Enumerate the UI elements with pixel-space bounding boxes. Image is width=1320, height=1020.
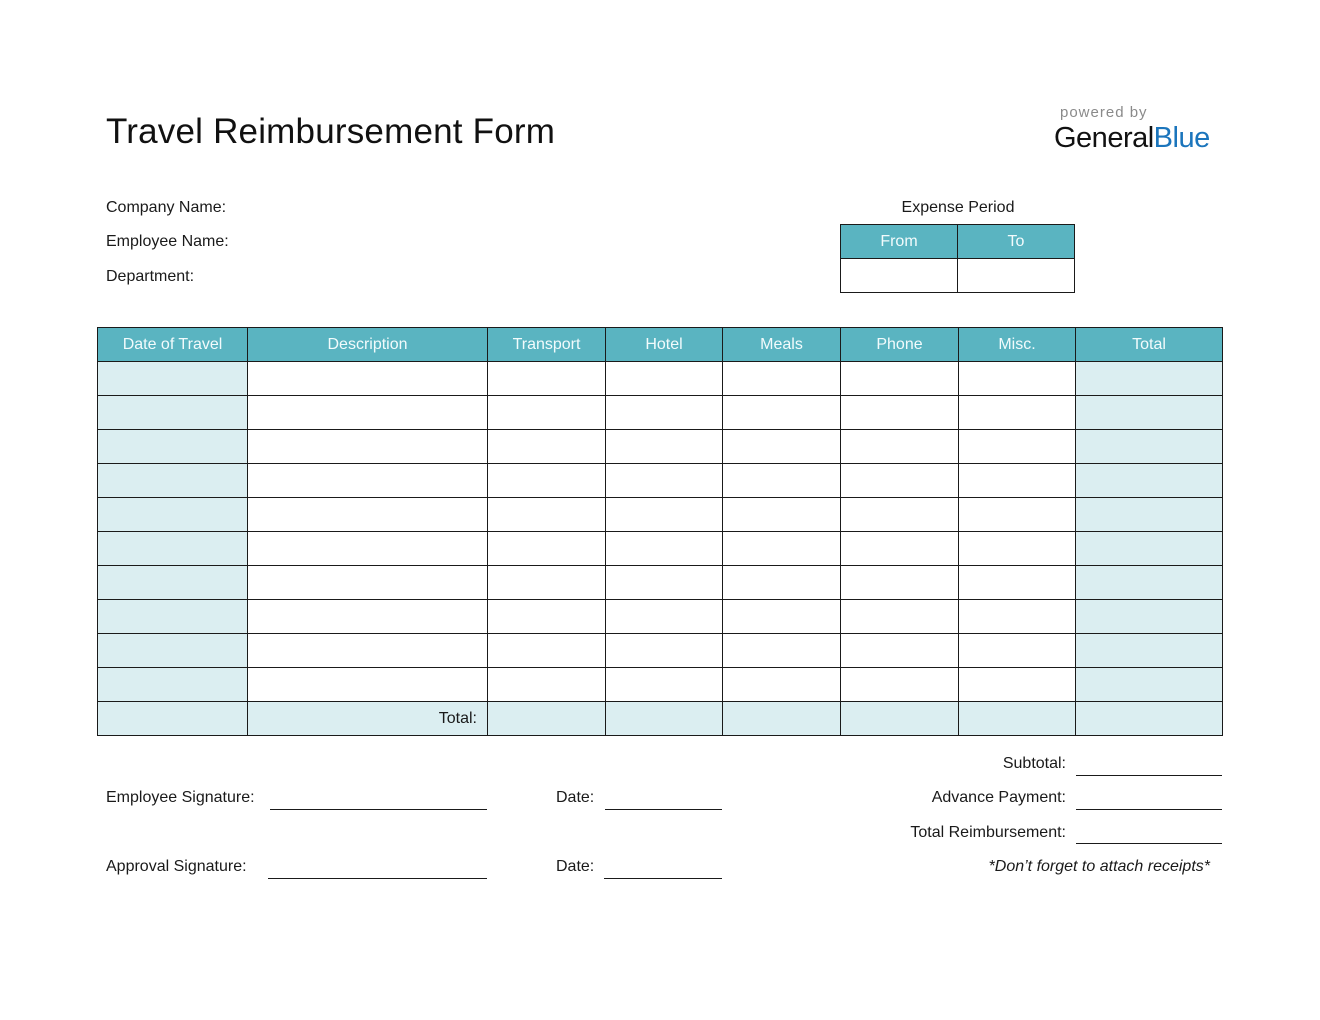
advance-payment-label: Advance Payment: [931, 789, 1066, 806]
table-header-row [98, 328, 1223, 362]
col-phone: Phone [841, 328, 959, 362]
misc-cell[interactable] [959, 396, 1076, 430]
description-cell[interactable] [248, 634, 488, 668]
meals-cell[interactable] [723, 668, 841, 702]
meals-cell[interactable] [723, 600, 841, 634]
col-total: Total [1076, 328, 1223, 362]
table-row [98, 498, 1223, 532]
date-cell[interactable] [98, 430, 248, 464]
total-cell[interactable] [1076, 464, 1223, 498]
transport-cell[interactable] [488, 532, 606, 566]
phone-cell[interactable] [841, 464, 959, 498]
description-cell[interactable] [248, 362, 488, 396]
date-cell[interactable] [98, 498, 248, 532]
hotel-cell[interactable] [606, 566, 723, 600]
transport-cell[interactable] [488, 600, 606, 634]
from-header: From [841, 225, 958, 259]
date-label-2: Date: [556, 858, 595, 875]
total-reimbursement-label: Total Reimbursement: [910, 824, 1066, 841]
approval-signature-line[interactable] [268, 877, 487, 879]
employee-name-label: Employee Name: [106, 233, 229, 250]
meals-cell[interactable] [723, 464, 841, 498]
date-line-1[interactable] [605, 808, 722, 810]
transport-cell[interactable] [488, 668, 606, 702]
meals-cell[interactable] [723, 396, 841, 430]
subtotal-label: Subtotal: [1002, 755, 1066, 772]
date-cell[interactable] [98, 396, 248, 430]
col-transport: Transport [488, 328, 606, 362]
date-cell[interactable] [98, 668, 248, 702]
transport-cell[interactable] [488, 464, 606, 498]
expense-period-table [840, 224, 1075, 293]
total-hotel[interactable] [606, 702, 723, 736]
phone-cell[interactable] [841, 600, 959, 634]
date-cell[interactable] [98, 634, 248, 668]
hotel-cell[interactable] [606, 600, 723, 634]
date-cell[interactable] [98, 600, 248, 634]
totals-empty-cell [98, 702, 248, 736]
total-meals[interactable] [723, 702, 841, 736]
description-cell[interactable] [248, 396, 488, 430]
powered-by-text: powered by [1060, 104, 1148, 121]
col-misc: Misc. [959, 328, 1076, 362]
transport-cell[interactable] [488, 566, 606, 600]
col-meals: Meals [723, 328, 841, 362]
misc-cell[interactable] [959, 668, 1076, 702]
misc-cell[interactable] [959, 464, 1076, 498]
brand-general: General [1054, 122, 1154, 154]
transport-cell[interactable] [488, 362, 606, 396]
misc-cell[interactable] [959, 634, 1076, 668]
total-cell[interactable] [1076, 634, 1223, 668]
description-cell[interactable] [248, 498, 488, 532]
form-title: Travel Reimbursement Form [106, 112, 556, 151]
hotel-cell[interactable] [606, 634, 723, 668]
phone-cell[interactable] [841, 566, 959, 600]
col-hotel: Hotel [606, 328, 723, 362]
hotel-cell[interactable] [606, 532, 723, 566]
from-date-cell[interactable] [841, 259, 958, 293]
employee-signature-label: Employee Signature: [106, 789, 255, 806]
total-cell[interactable] [1076, 668, 1223, 702]
misc-cell[interactable] [959, 600, 1076, 634]
advance-payment-line[interactable] [1076, 808, 1222, 810]
meals-cell[interactable] [723, 532, 841, 566]
date-label-1: Date: [556, 789, 595, 806]
table-row [98, 396, 1223, 430]
phone-cell[interactable] [841, 634, 959, 668]
expense-period-title: Expense Period [901, 199, 1015, 216]
total-cell[interactable] [1076, 600, 1223, 634]
transport-cell[interactable] [488, 396, 606, 430]
date-cell[interactable] [98, 362, 248, 396]
phone-cell[interactable] [841, 532, 959, 566]
meals-cell[interactable] [723, 362, 841, 396]
table-row [98, 668, 1223, 702]
misc-cell[interactable] [959, 566, 1076, 600]
misc-cell[interactable] [959, 362, 1076, 396]
table-row [98, 634, 1223, 668]
date-cell[interactable] [98, 532, 248, 566]
total-cell[interactable] [1076, 532, 1223, 566]
table-row [98, 430, 1223, 464]
hotel-cell[interactable] [606, 498, 723, 532]
description-cell[interactable] [248, 600, 488, 634]
description-cell[interactable] [248, 532, 488, 566]
hotel-cell[interactable] [606, 668, 723, 702]
expense-table [97, 327, 1223, 736]
date-cell[interactable] [98, 566, 248, 600]
subtotal-line[interactable] [1076, 774, 1222, 776]
description-cell[interactable] [248, 464, 488, 498]
to-header: To [958, 225, 1075, 259]
totals-label: Total: [248, 702, 488, 736]
company-name-label: Company Name: [106, 199, 227, 216]
transport-cell[interactable] [488, 430, 606, 464]
col-description: Description [248, 328, 488, 362]
meals-cell[interactable] [723, 430, 841, 464]
table-row [98, 600, 1223, 634]
total-transport[interactable] [488, 702, 606, 736]
brand-logo [1054, 122, 1210, 155]
misc-cell[interactable] [959, 498, 1076, 532]
totals-row [98, 702, 1223, 736]
total-cell[interactable] [1076, 430, 1223, 464]
phone-cell[interactable] [841, 668, 959, 702]
phone-cell[interactable] [841, 396, 959, 430]
phone-cell[interactable] [841, 498, 959, 532]
hotel-cell[interactable] [606, 430, 723, 464]
to-date-cell[interactable] [958, 259, 1075, 293]
meals-cell[interactable] [723, 634, 841, 668]
table-row [98, 362, 1223, 396]
total-misc[interactable] [959, 702, 1076, 736]
meals-cell[interactable] [723, 498, 841, 532]
misc-cell[interactable] [959, 430, 1076, 464]
table-row [98, 532, 1223, 566]
receipts-note: *Don’t forget to attach receipts* [988, 858, 1210, 875]
department-label: Department: [106, 268, 195, 285]
meals-cell[interactable] [723, 566, 841, 600]
approval-signature-label: Approval Signature: [106, 858, 247, 875]
transport-cell[interactable] [488, 498, 606, 532]
phone-cell[interactable] [841, 430, 959, 464]
transport-cell[interactable] [488, 634, 606, 668]
total-cell[interactable] [1076, 396, 1223, 430]
date-cell[interactable] [98, 464, 248, 498]
description-cell[interactable] [248, 668, 488, 702]
description-cell[interactable] [248, 566, 488, 600]
total-reimbursement-line[interactable] [1076, 842, 1222, 844]
total-cell[interactable] [1076, 362, 1223, 396]
hotel-cell[interactable] [606, 362, 723, 396]
total-grand[interactable] [1076, 702, 1223, 736]
phone-cell[interactable] [841, 362, 959, 396]
total-cell[interactable] [1076, 566, 1223, 600]
total-cell[interactable] [1076, 498, 1223, 532]
brand-blue: Blue [1153, 122, 1210, 154]
date-line-2[interactable] [604, 877, 722, 879]
col-date-of-travel: Date of Travel [98, 328, 248, 362]
description-cell[interactable] [248, 430, 488, 464]
misc-cell[interactable] [959, 532, 1076, 566]
employee-signature-line[interactable] [270, 808, 487, 810]
hotel-cell[interactable] [606, 396, 723, 430]
total-phone[interactable] [841, 702, 959, 736]
table-row [98, 464, 1223, 498]
hotel-cell[interactable] [606, 464, 723, 498]
table-row [98, 566, 1223, 600]
